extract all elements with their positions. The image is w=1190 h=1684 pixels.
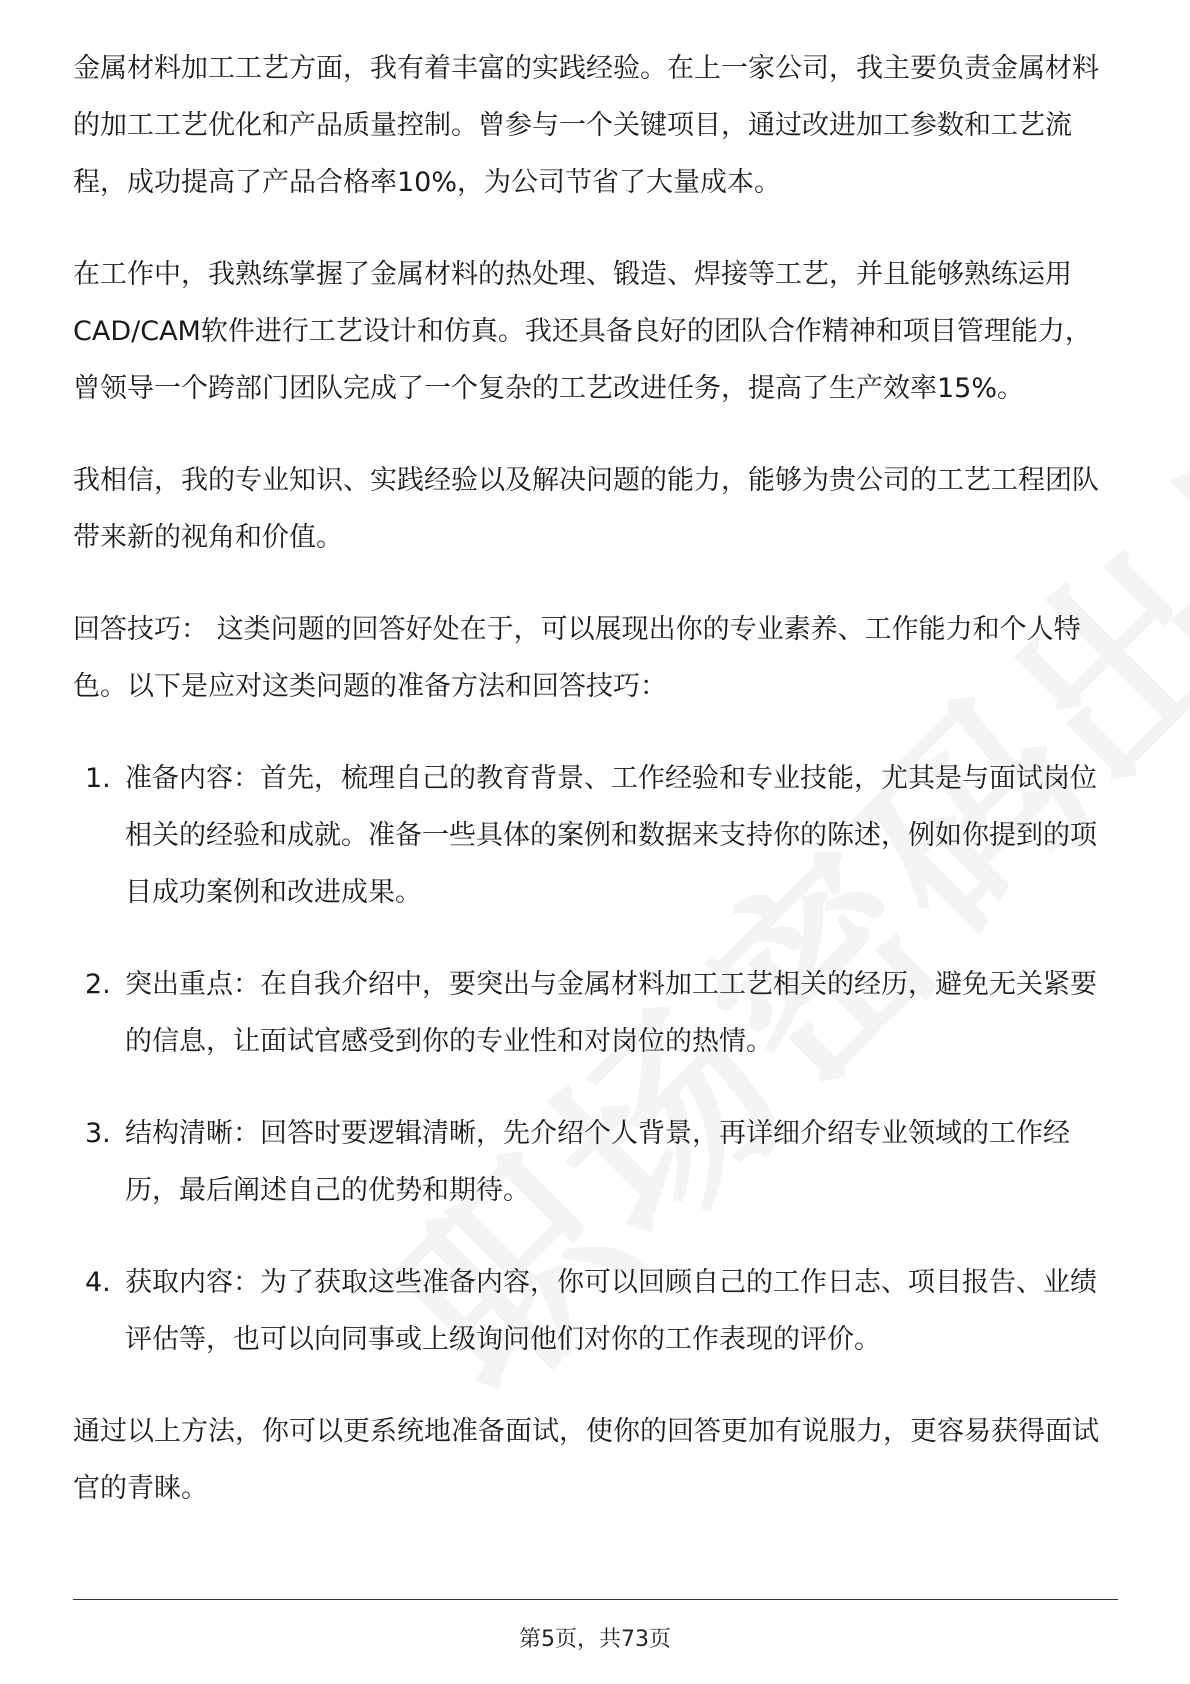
list-item-text: 获取内容：为了获取这些准备内容，你可以回顾自己的工作日志、项目报告、业绩评估等，也可以向同事或上级询问他们对你的工作表现的评价。 [125, 1267, 1097, 1355]
page-content [73, 40, 1118, 1552]
list-item-text: 准备内容：首先，梳理自己的教育背景、工作经验和专业技能，尤其是与面试岗位相关的经验和成就。准备一些具体的案例和数据来支持你的陈述，例如你提到的项目成功案例和改进成果。 [125, 763, 1097, 908]
list-item-number: 4. [85, 1267, 111, 1298]
list-item [73, 1105, 1118, 1219]
list-item [73, 956, 1118, 1070]
paragraph-value: 我相信，我的专业知识、实践经验以及解决问题的能力，能够为贵公司的工艺工程团队带来新的视角和价值。 [73, 465, 1099, 553]
list-item [73, 750, 1118, 921]
list-item-text: 突出重点：在自我介绍中，要突出与金属材料加工工艺相关的经历，避免无关紧要的信息，让面试官感受到你的专业性和对岗位的热情。 [125, 969, 1097, 1057]
paragraph-experience: 金属材料加工工艺方面，我有着丰富的实践经验。在上一家公司，我主要负责金属材料的加工工艺优化和产品质量控制。曾参与一个关键项目，通过改进加工参数和工艺流程，成功提高了产品合格率10%，为公司节省了大量成本。 [73, 53, 1099, 198]
list-item-number: 2. [85, 969, 111, 1000]
paragraph-tips-intro: 回答技巧： 这类问题的回答好处在于，可以展现出你的专业素养、工作能力和个人特色。以下是应对这类问题的准备方法和回答技巧： [73, 614, 1081, 702]
list-item-text: 结构清晰：回答时要逻辑清晰，先介绍个人背景，再详细介绍专业领域的工作经历，最后阐述自己的优势和期待。 [125, 1118, 1070, 1206]
list-item-number: 1. [85, 763, 111, 794]
paragraph-conclusion: 通过以上方法，你可以更系统地准备面试，使你的回答更加有说服力，更容易获得面试官的青睐。 [73, 1416, 1099, 1504]
tips-list [73, 750, 1118, 1368]
page-number: 第5页，共73页 [519, 1627, 671, 1652]
list-item-number: 3. [85, 1118, 111, 1149]
paragraph-skills: 在工作中，我熟练掌握了金属材料的热处理、锻造、焊接等工艺，并且能够熟练运用CAD/CAM软件进行工艺设计和仿真。我还具备良好的团队合作精神和项目管理能力，曾领导一个跨部门团队完成了一个复杂的工艺改进任务，提高了生产效率15%。 [73, 259, 1092, 404]
list-item [73, 1254, 1118, 1368]
footer-divider [73, 1599, 1118, 1600]
